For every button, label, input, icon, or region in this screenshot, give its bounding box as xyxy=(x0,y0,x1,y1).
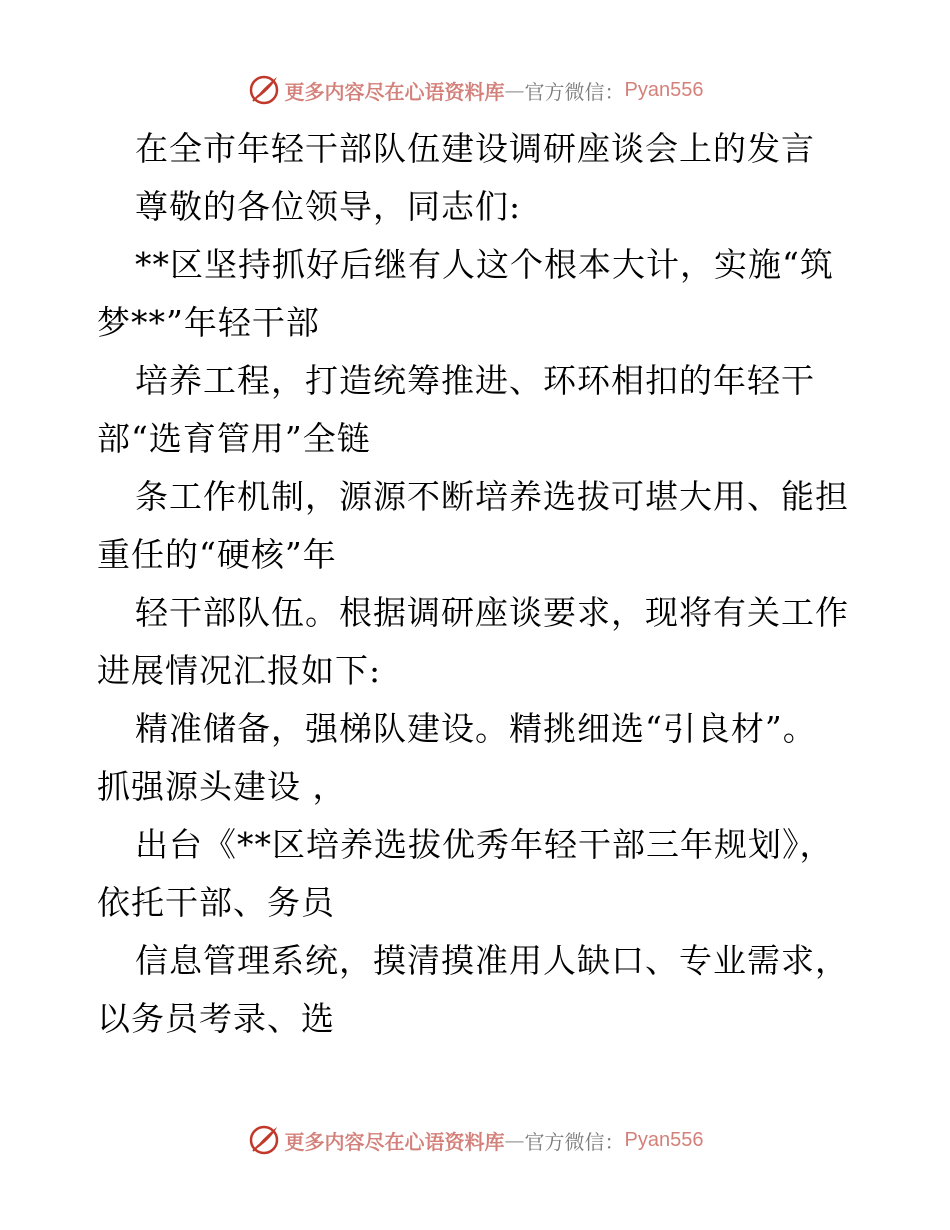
document-line: 抓强源头建设 ， xyxy=(97,767,347,806)
document-body xyxy=(97,120,857,1048)
watermark-dash: — xyxy=(504,78,525,102)
document-line: 培养工程，打造统筹推进、环环相扣的年轻干 xyxy=(135,361,815,400)
document-line: 以务员考录、选 xyxy=(97,999,335,1038)
footer-watermark xyxy=(0,1120,950,1160)
watermark-main-text: 更多内容尽在心语资料库 xyxy=(284,79,505,104)
watermark-id: Pyan556 xyxy=(624,78,704,101)
document-line: **区坚持抓好后继有人这个根本大计，实施“筑 xyxy=(135,245,834,284)
document-line: 部“选育管用”全链 xyxy=(97,419,371,458)
document-line: 重任的“硬核”年 xyxy=(97,535,337,574)
document-line: 信息管理系统，摸清摸准用人缺口、专业需求， xyxy=(135,941,849,980)
document-line: 出台《**区培养选拔优秀年轻干部三年规划》， xyxy=(135,825,834,864)
feather-pen-logo-icon xyxy=(247,73,281,107)
watermark-id: Pyan556 xyxy=(624,1128,704,1151)
watermark-dash: — xyxy=(504,1128,525,1152)
watermark-main-text: 更多内容尽在心语资料库 xyxy=(284,1129,505,1154)
document-title: 在全市年轻干部队伍建设调研座谈会上的发言 xyxy=(135,129,815,168)
document-line: 尊敬的各位领导，同志们: xyxy=(135,187,522,226)
feather-pen-logo-icon xyxy=(247,1123,281,1157)
document-line: 精准储备，强梯队建设。精挑细选“引良材”。 xyxy=(135,709,817,748)
document-line: 梦**”年轻干部 xyxy=(97,303,320,342)
document-line: 条工作机制，源源不断培养选拔可堪大用、能担 xyxy=(135,477,849,516)
document-line: 进展情况汇报如下: xyxy=(97,651,382,690)
header-watermark xyxy=(0,70,950,110)
document-line: 依托干部、务员 xyxy=(97,883,335,922)
document-line: 轻干部队伍。根据调研座谈要求，现将有关工作 xyxy=(135,593,849,632)
watermark-label: 官方微信： xyxy=(524,79,625,104)
watermark-label: 官方微信： xyxy=(524,1129,625,1154)
